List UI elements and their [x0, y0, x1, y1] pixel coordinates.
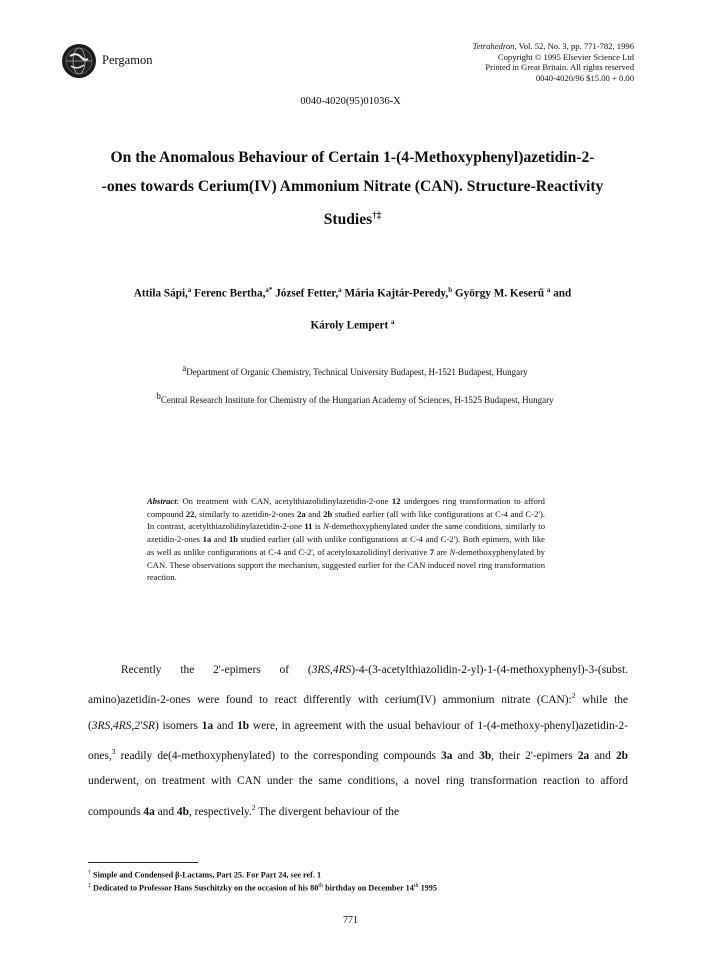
author-line-2: [70, 308, 635, 340]
journal-volume: , Vol. 52, No. 3, pp. 771-782, 1996: [514, 41, 634, 51]
author-6: Károly Lempert: [310, 319, 389, 332]
body-text: and: [452, 749, 480, 762]
footnote-text: Dedicated to Professor Hans Suschitzky on the occasion of his 80: [91, 883, 319, 893]
compound-ref: 11: [304, 521, 313, 532]
compound-ref: 1a: [201, 719, 214, 732]
abstract-text: -demethoxyphenylated under the same conditions, similarly to azetidin-2-ones: [147, 521, 545, 545]
journal-citation: [473, 41, 634, 52]
author-5: György M. Keserű: [452, 287, 545, 300]
body-text: , respectively.: [188, 805, 252, 818]
affiliation-a-mark: a: [182, 363, 187, 373]
compound-ref: 3b: [479, 749, 492, 762]
compound-ref: 2b: [615, 749, 628, 762]
journal-name: Tetrahedron: [472, 41, 515, 51]
footnote-text: Simple and Condensed β-Lactams, Part 25. For Part 24, see ref. 1: [91, 870, 322, 880]
ordinal-suffix: th: [413, 882, 419, 889]
footnote-text: 1995: [418, 883, 437, 893]
compound-ref: 1a: [202, 534, 212, 545]
italic-n: N: [323, 521, 329, 532]
abstract-text: -demethoxyphenylated by CAN. These observations support the mechanism, suggested earlier for the CAN induced novel ring transformation reaction.: [147, 546, 545, 583]
pergamon-logo-icon: [62, 44, 96, 78]
abstract-text: , similarly to azetidin-2-ones: [194, 508, 298, 519]
author-conjunction: and: [550, 287, 572, 300]
abstract-text: studied earlier (all with like configurations at C-4 and C-2'). In contrast, acetylthiazolidinylazetidin-2-one: [147, 508, 545, 532]
abstract-text: studied earlier (all with unlike configurations at C-4 and C-2'). Both epimers, with like as well as unlike configurations at C-4 and C-2', of acetyloxazolidinyl derivative: [147, 534, 545, 557]
body-paragraph: [88, 658, 628, 825]
footnote-mark: ‡: [88, 882, 91, 889]
compound-ref: 12: [391, 496, 401, 506]
title-line-1: On the Anomalous Behaviour of Certain 1-(4-Methoxyphenyl)azetidin-2-: [110, 149, 595, 166]
abstract-text: undergoes ring transformation to afford compound: [147, 496, 545, 519]
printed-line: Printed in Great Britain. All rights reserved: [485, 62, 634, 72]
stereo-descriptor: 3RS,4RS: [311, 664, 352, 676]
compound-ref: 4b: [176, 805, 189, 818]
abstract-text: are: [434, 546, 450, 557]
author-line-1: [70, 276, 635, 308]
abstract-colon: :: [176, 496, 183, 506]
author-3: József Fetter,: [272, 287, 339, 300]
author-6-affil: a: [391, 317, 395, 326]
footnotes: [88, 868, 437, 893]
abstract-text: is: [312, 521, 324, 532]
publisher-name: Pergamon: [102, 53, 153, 67]
title-marks: †‡: [372, 210, 382, 220]
document-id: 0040-4020(95)01036-X: [300, 96, 401, 107]
stereo-descriptor: 3RS,4RS,2'SR: [91, 719, 155, 732]
title-line-3: [80, 201, 625, 234]
compound-ref: 7: [429, 546, 435, 557]
affiliation-b-text: Central Research Institute for Chemistry of the Hungarian Academy of Sciences, H-1525 Budapest, Hungary: [160, 395, 554, 405]
compound-ref: 1b: [237, 719, 250, 732]
author-4: Mária Kajtár-Peredy,: [341, 287, 449, 300]
ordinal-suffix: th: [318, 882, 324, 889]
affiliation-a: [60, 363, 650, 377]
compound-ref: 1b: [228, 534, 239, 545]
page-number: 771: [343, 915, 358, 926]
body-text: readily de(4-methoxyphenylated) to the corresponding compounds: [115, 749, 442, 762]
affiliation-a-text: Department of Organic Chemistry, Technical University Budapest, H-1521 Budapest, Hungary: [186, 367, 528, 377]
body-text: The divergent behaviour of the: [255, 805, 400, 818]
issn-line: 0040-4020/96 $15.00 + 0.00: [535, 72, 634, 83]
copyright-line: Copyright © 1995 Elsevier Science Ltd: [497, 51, 634, 62]
compound-ref: 2b: [323, 508, 333, 519]
footnote-1: [88, 868, 437, 881]
body-text: )-4-(3-acetylthiazolidin-2-yl)-1-(4-methoxyphenyl)-3-(subst. amino)azetidin-2-ones were found to react differently with cerium(IV) ammonium nitrate (CAN):: [88, 664, 628, 707]
citation-ref[interactable]: 3: [111, 747, 116, 757]
abstract-text: and: [211, 534, 229, 545]
body-text: Recently the 2'-epimers of (: [121, 664, 312, 676]
body-text: were, in agreement with the usual behaviour of 1-(4-methoxy-phenyl)azetidin-2-ones,: [88, 719, 628, 762]
italic-n: N: [449, 546, 456, 557]
citation-ref[interactable]: 2: [571, 691, 576, 701]
body-text: and: [213, 719, 238, 732]
author-3-affil: a: [338, 286, 342, 294]
footnote-divider: [88, 862, 198, 863]
abstract-label: Abstract: [147, 496, 177, 506]
journal-info: [473, 41, 634, 83]
author-1: Attila Sápi,: [133, 287, 188, 300]
body-text: and: [589, 749, 616, 762]
compound-ref: 2a: [577, 749, 590, 762]
author-2: Ferenc Bertha,: [191, 287, 266, 300]
footnote-text: birthday on December 14: [323, 883, 414, 893]
author-4-affil: b: [448, 286, 453, 294]
compound-ref: 22: [185, 508, 195, 519]
compound-ref: 4a: [143, 805, 155, 818]
abstract-text: and: [305, 508, 324, 519]
affiliation-b-mark: b: [156, 391, 161, 401]
body-text: ) isomers: [154, 719, 202, 732]
body-text: and: [154, 805, 177, 818]
body-text: underwent, on treatment with CAN under the same conditions, a novel ring transformation reaction to afford compounds: [88, 775, 628, 818]
footnote-mark: †: [88, 870, 91, 876]
title-line-2: -ones towards Cerium(IV) Ammonium Nitrate (CAN). Structure-Reactivity: [101, 178, 604, 195]
title-text-end: Studies: [323, 211, 373, 229]
affiliation-b: [60, 391, 650, 405]
author-5-affil: a: [546, 286, 551, 294]
abstract: [147, 495, 545, 584]
paper-title: [80, 143, 625, 234]
compound-ref: 3a: [441, 749, 453, 762]
body-text: , their 2'-epimers: [491, 749, 578, 762]
author-2-affil: a*: [265, 286, 273, 294]
body-text: while the (: [88, 694, 628, 732]
citation-ref[interactable]: 2: [251, 802, 256, 812]
author-1-affil: a: [187, 286, 192, 294]
footnote-2: [88, 881, 437, 894]
author-list: [70, 276, 635, 339]
compound-ref: 2a: [297, 508, 306, 519]
abstract-text: On treatment with CAN, acetylthiazolidinylazetidin-2-one: [182, 496, 392, 506]
